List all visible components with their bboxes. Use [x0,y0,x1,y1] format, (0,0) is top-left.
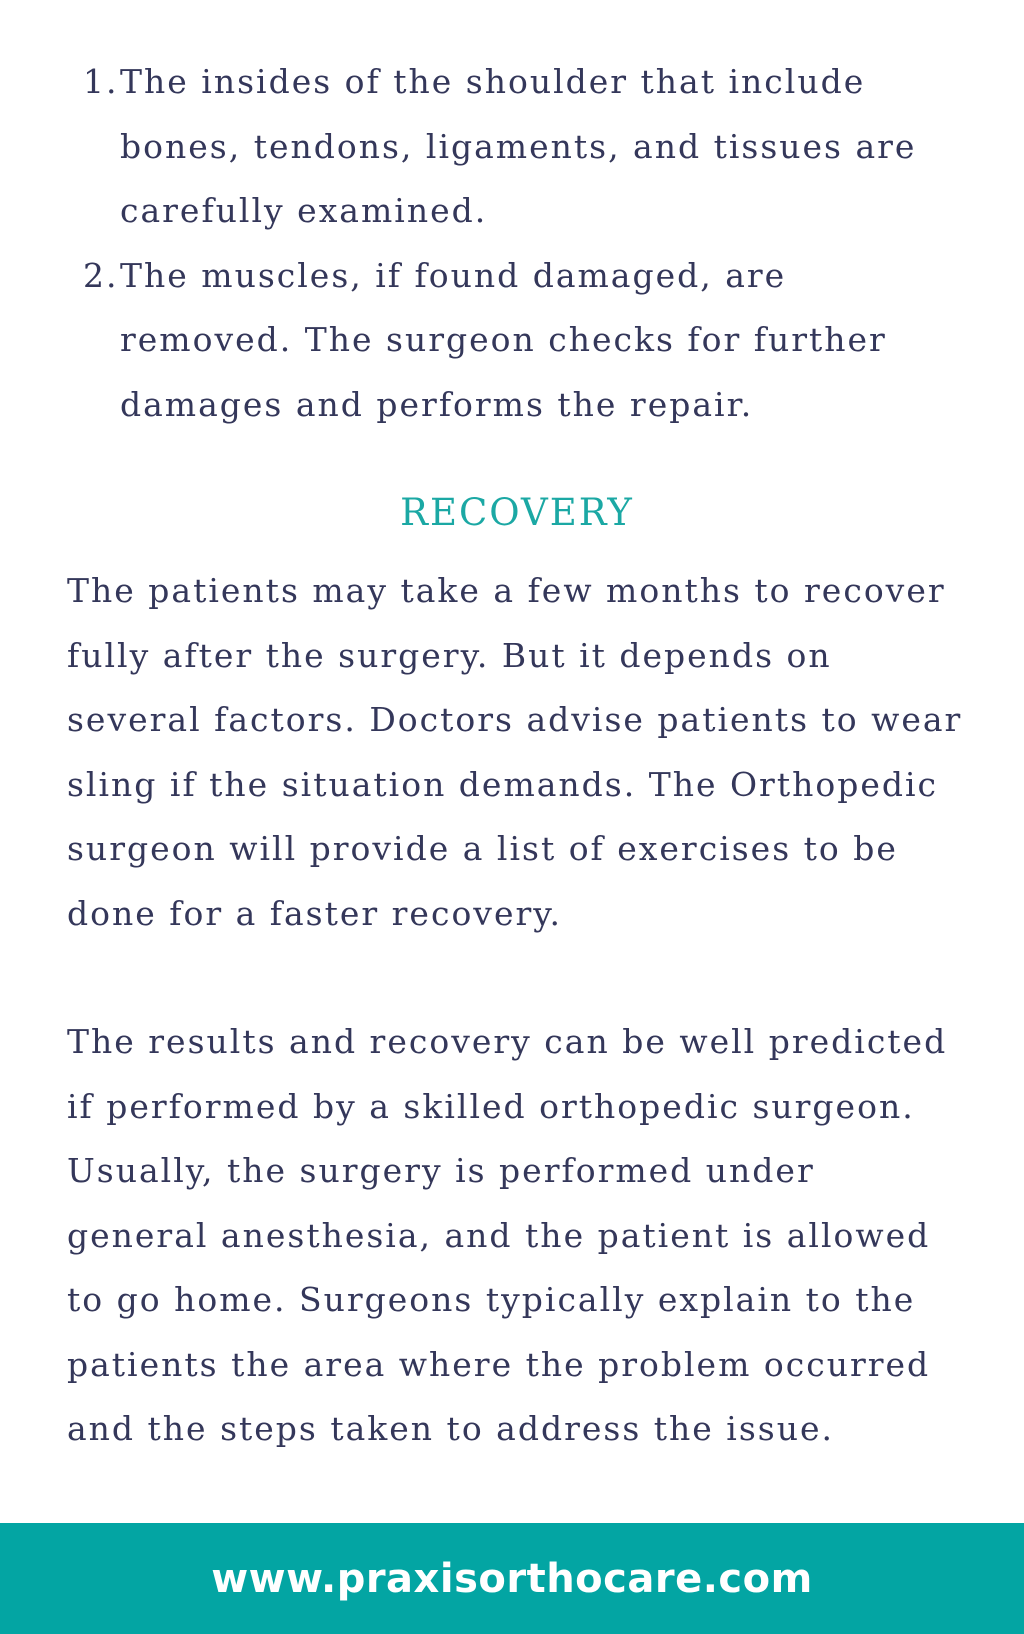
step-text: The insides of the shoulder that include bones, tendons, ligaments, and tissues are carefully examined. [120,62,917,230]
recovery-paragraph: The results and recovery can be well predicted if performed by a skilled orthopedic surgeon. Usually, the surgery is performed under general anesthesia, and the patient is allowed to go home. Surgeons typically explain to the patients the area where the problem occurred and the steps taken to address the issue. [67,1022,948,1448]
step-number: 1. [83,62,119,101]
procedure-step [67,50,967,244]
procedure-step [67,244,967,438]
footer-bar [0,1523,1024,1634]
step-text: The muscles, if found damaged, are removed. The surgeon checks for further damages and performs the repair. [120,255,887,424]
recovery-heading: RECOVERY [400,491,634,534]
website-link[interactable]: www.praxisorthocare.com [211,1555,813,1602]
procedure-steps-list [67,50,967,437]
article-content [67,50,967,1462]
step-number: 2. [83,255,119,295]
recovery-paragraph: The patients may take a few months to recover fully after the surgery. But it depends on several factors. Doctors advise patients to wear sling if the situation demands. The Orthopedic surgeon will provide a list of exercises to be done for a faster recovery. [67,571,963,933]
